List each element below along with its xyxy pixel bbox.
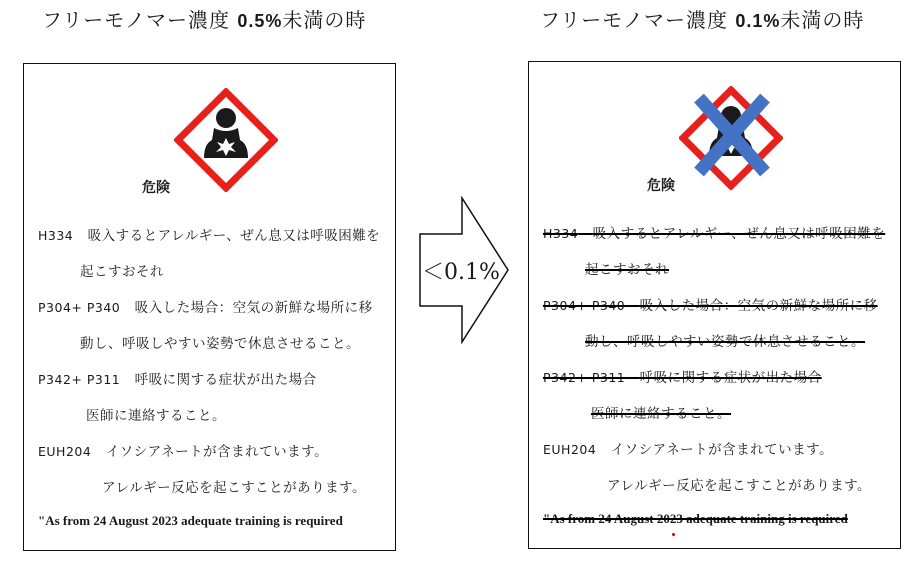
p304-code-struck: P304+ P340 [543,298,626,313]
arrow-label: ＜0.1% [422,260,500,285]
euh204-code: EUH204 [38,444,92,459]
label-panel-right [528,61,901,549]
h334-text2-struck: 起こすおそれ [585,262,669,278]
heading-right-prefix: フリーモノマー濃度 [540,8,736,32]
p342-text2: 医師に連絡すること。 [86,408,226,424]
p342-text1: 呼吸に関する症状が出た場合 [134,372,317,388]
training-note: "As from 24 August 2023 adequate training is required [38,513,343,528]
health-hazard-crossed-icon [679,86,783,190]
statement-h334 [38,224,380,244]
statement-euh204 [38,440,328,460]
heading-left-value: 0.5% [237,11,283,31]
p304-text1-struck: 吸入した場合：空気の新鮮な場所に移 [639,298,878,314]
p304-text2: 動し、呼吸しやすい姿勢で休息させること。 [80,336,360,352]
p342-text1-struck: 呼吸に関する症状が出た場合 [639,370,822,386]
heading-left [42,4,366,33]
statement-h334-struck [543,222,885,242]
signal-word-right: 危険 [647,178,675,194]
statement-p304 [38,296,373,316]
label-panel-left [23,63,396,551]
euh204-code-right: EUH204 [543,442,597,457]
heading-left-suffix: 未満の時 [282,8,367,32]
euh204-text2-right: アレルギー反応を起こすことがあります。 [607,478,872,494]
h334-text1-struck: 吸入するとアレルギー、ぜん息又は呼吸困難を [592,226,886,242]
heading-right-suffix: 未満の時 [780,8,865,32]
health-hazard-icon [174,88,278,192]
h334-code: H334 [38,228,74,243]
statement-p342-struck [543,366,822,386]
p304-text2-struck: 動し、呼吸しやすい姿勢で休息させること。 [585,334,865,350]
heading-right [540,4,864,33]
training-note-struck: "As from 24 August 2023 adequate training is required [543,511,848,526]
h334-text1: 吸入するとアレルギー、ぜん息又は呼吸困難を [87,228,381,244]
p342-code-struck: P342+ P311 [543,370,626,385]
statement-p342 [38,368,317,388]
euh204-text1-right: イソシアネートが含まれています。 [610,442,834,458]
statement-euh204-right [543,438,833,458]
red-dot-mark [672,533,675,536]
p304-text1: 吸入した場合：空気の新鮮な場所に移 [134,300,373,316]
h334-text2: 起こすおそれ [80,264,164,280]
signal-word: 危険 [142,180,170,196]
statement-p304-struck [543,294,878,314]
p304-code: P304+ P340 [38,300,121,315]
heading-right-value: 0.1% [735,11,781,31]
p342-text2-struck: 医師に連絡すること。 [591,406,731,422]
heading-left-prefix: フリーモノマー濃度 [42,8,238,32]
euh204-text1: イソシアネートが含まれています。 [105,444,329,460]
euh204-text2: アレルギー反応を起こすことがあります。 [102,480,367,496]
h334-code-struck: H334 [543,226,579,241]
p342-code: P342+ P311 [38,372,121,387]
